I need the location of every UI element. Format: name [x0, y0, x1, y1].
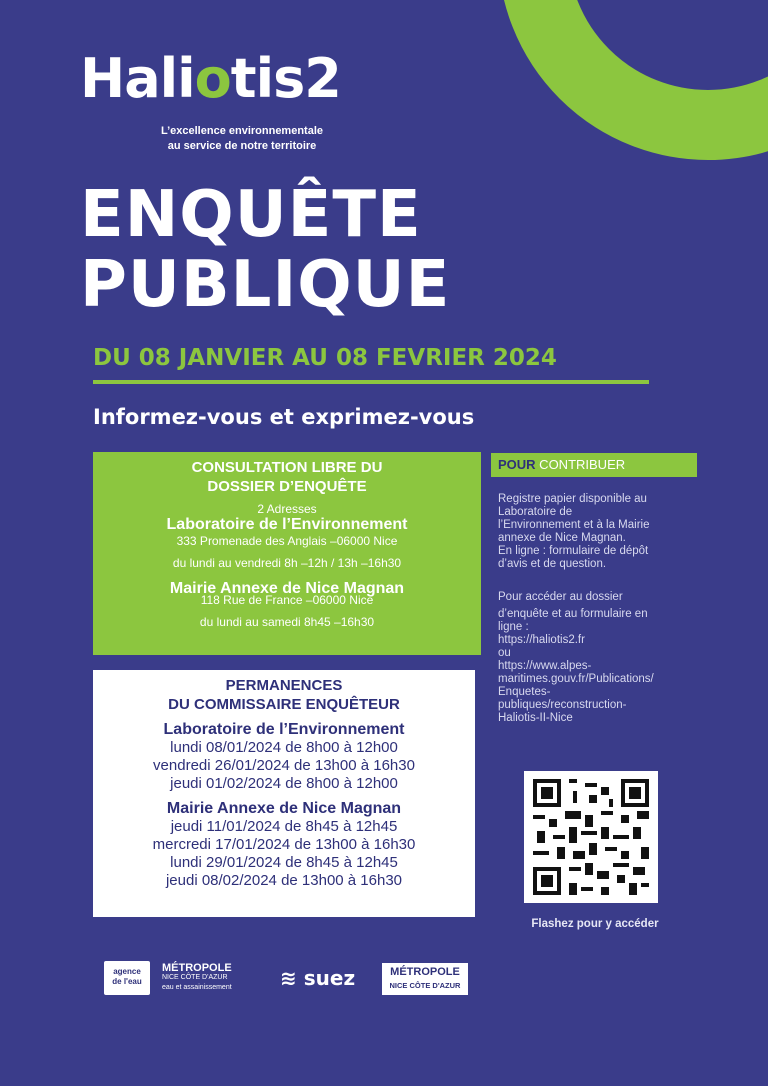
logo-text: MÉTROPOLE: [162, 962, 232, 974]
metropole-eau-logo: [162, 963, 232, 993]
metropole-logo: [382, 963, 468, 995]
consultation-box: [93, 452, 481, 655]
consultation-heading: CONSULTATION LIBRE DU: [191, 459, 383, 476]
qr-caption: Flashez pour y accéder: [531, 918, 659, 930]
inform-heading: Informez-vous et exprimez-vous: [93, 405, 475, 429]
url-link[interactable]: https://haliotis2.fr: [498, 634, 585, 646]
title-line-1: ENQUÊTE: [80, 178, 422, 252]
schedule-line: jeudi 01/02/2024 de 8h00 à 12h00: [170, 775, 398, 792]
haliotis2-logo: [80, 47, 341, 110]
date-underline: [93, 380, 649, 384]
logo-text-2: o: [194, 47, 231, 110]
text-line: d’enquête et au formulaire en: [498, 608, 648, 620]
location-address: 333 Promenade des Anglais –06000 Nice: [176, 534, 398, 548]
tagline: [142, 124, 342, 154]
contribute-banner: [491, 453, 697, 477]
contribute-label: CONTRIBUER: [535, 457, 626, 472]
contribute-paragraph-1: [498, 493, 708, 571]
tagline-line: au service de notre territoire: [167, 140, 317, 152]
url-link[interactable]: Enquetes-: [498, 686, 551, 698]
decorative-arc: [498, 0, 768, 160]
schedule-line: lundi 29/01/2024 de 8h45 à 12h45: [170, 854, 398, 871]
logo-text: eau et assainissement: [162, 984, 232, 991]
location-name: Laboratoire de l’Environnement: [163, 721, 405, 738]
schedule-line: vendredi 26/01/2024 de 13h00 à 16h30: [153, 757, 415, 774]
url-link[interactable]: https://www.alpes-: [498, 660, 592, 672]
schedule-line: jeudi 11/01/2024 de 8h45 à 12h45: [170, 818, 398, 835]
text-line: annexe de Nice Magnan.: [498, 532, 626, 544]
url-link[interactable]: Haliotis-II-Nice: [498, 712, 573, 724]
logo-text: de l'eau: [112, 977, 142, 986]
location-hours: du lundi au vendredi 8h –12h / 13h –16h30: [172, 556, 402, 570]
text-line: ligne :: [498, 621, 529, 633]
text-line: En ligne : formulaire de dépôt: [498, 545, 649, 557]
qr-code-graphic: [533, 779, 649, 895]
location-address: 118 Rue de France –06000 Nice: [200, 593, 374, 607]
schedule-line: lundi 08/01/2024 de 8h00 à 12h00: [170, 739, 398, 756]
text-line: Laboratoire de: [498, 506, 573, 518]
text-line: ou: [498, 647, 511, 659]
url-link[interactable]: maritimes.gouv.fr/Publications/: [498, 673, 654, 685]
date-range: DU 08 JANVIER AU 08 FEVRIER 2024: [93, 345, 557, 371]
permanences-box: [93, 670, 475, 917]
consultation-heading: DOSSIER D’ENQUÊTE: [207, 478, 367, 495]
logo-text: NICE CÔTE D'AZUR: [389, 981, 461, 990]
address-count: 2 Adresses: [257, 502, 317, 516]
logo-text: suez: [303, 966, 356, 990]
text-line: l’Environnement et à la Mairie: [498, 519, 650, 531]
tagline-line: L’excellence environnementale: [160, 125, 324, 137]
agence-eau-logo: [104, 961, 150, 995]
permanences-heading: PERMANENCES: [225, 677, 343, 694]
suez-wave-icon: ≋: [280, 966, 297, 990]
qr-code[interactable]: [524, 771, 658, 903]
text-line: Pour accéder au dossier: [498, 591, 623, 603]
logo-text-1: Hali: [80, 47, 195, 110]
schedule-line: jeudi 08/02/2024 de 13h00 à 16h30: [165, 872, 403, 889]
logo-text: agence: [113, 967, 141, 976]
logo-text-3: tis2: [230, 47, 341, 110]
text-line: d’avis et de question.: [498, 558, 607, 570]
schedule-line: mercredi 17/01/2024 de 13h00 à 16h30: [152, 836, 416, 853]
contribute-label-bold: POUR: [498, 457, 536, 472]
location-name: Mairie Annexe de Nice Magnan: [169, 580, 405, 597]
permanences-heading: DU COMMISSAIRE ENQUÊTEUR: [168, 696, 400, 713]
suez-logo: [280, 966, 355, 990]
location-name: Mairie Annexe de Nice Magnan: [166, 800, 402, 817]
location-name: Laboratoire de l’Environnement: [166, 516, 408, 533]
text-line: Registre papier disponible au: [498, 493, 647, 505]
url-link[interactable]: publiques/reconstruction-: [498, 699, 627, 711]
contribute-paragraph-2: [498, 591, 708, 725]
location-hours: du lundi au samedi 8h45 –16h30: [199, 615, 375, 629]
logo-text: MÉTROPOLE: [390, 966, 460, 978]
logo-text: NICE CÔTE D'AZUR: [162, 974, 228, 981]
title-line-2: PUBLIQUE: [80, 248, 451, 322]
